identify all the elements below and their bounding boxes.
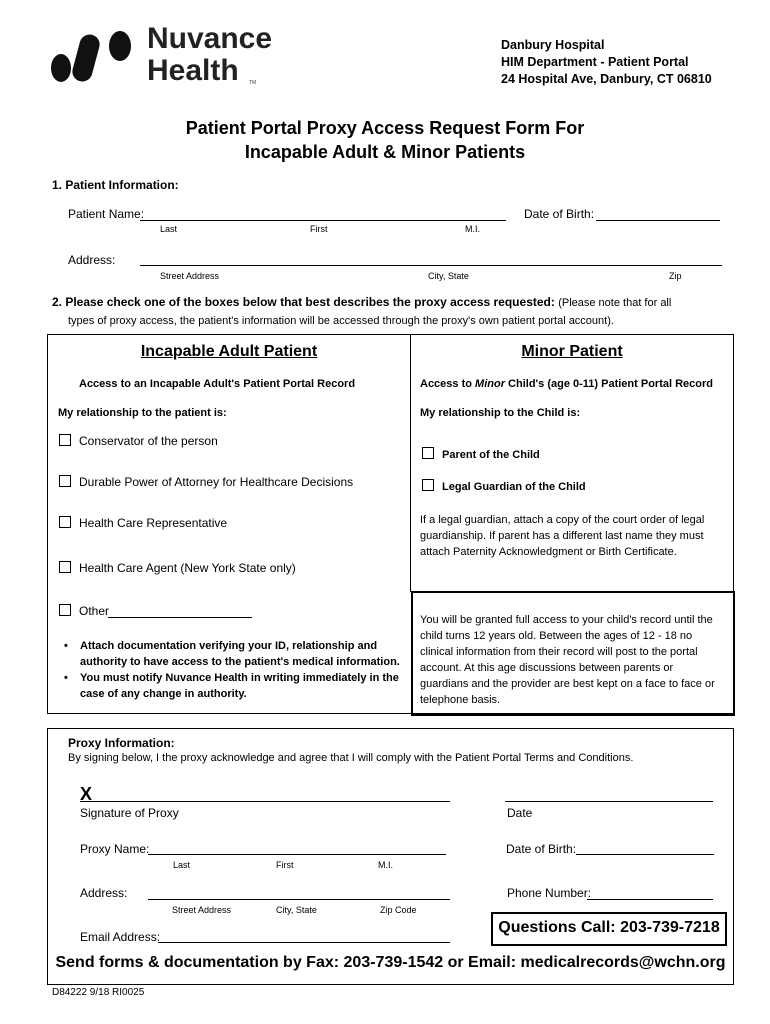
proxy-city-caption: City, State [276, 905, 317, 915]
mi-caption: M.I. [465, 224, 480, 234]
option-label: Parent of the Child [442, 449, 540, 461]
hospital-info [501, 37, 712, 88]
option-label: Other [79, 604, 110, 618]
proxy-heading: Proxy Information: [68, 736, 175, 750]
checkbox-hca[interactable] [59, 561, 71, 573]
section2-title: 2. Please check one of the boxes below that best describes the proxy access requested: [52, 295, 555, 309]
city-state-caption: City, State [428, 271, 469, 281]
proxy-statement: By signing below, I the proxy acknowledge and agree that I will comply with the Patient Portal Terms and Conditions. [68, 752, 634, 764]
dob-label: Date of Birth: [524, 207, 595, 221]
option-poa[interactable] [59, 475, 353, 489]
proxy-name-field[interactable] [148, 854, 446, 855]
trademark: TM [249, 80, 257, 86]
bullet-item [64, 638, 400, 654]
proxy-zip-caption: Zip Code [380, 905, 417, 915]
option-label: Health Care Representative [79, 516, 228, 530]
section2-heading [52, 295, 742, 309]
guardian-note [420, 512, 704, 560]
page-title [0, 116, 770, 164]
date-field[interactable] [505, 801, 713, 802]
email-label: Email Address: [80, 930, 161, 944]
proxy-last-caption: Last [173, 860, 191, 870]
minor-access [420, 378, 713, 390]
option-guardian[interactable] [422, 479, 586, 493]
other-field[interactable] [108, 617, 252, 618]
notice-line: You will be granted full access to your child's record until the [420, 614, 713, 626]
minor-access-post: Child's (age 0-11) Patient Portal Record [504, 378, 713, 390]
checkbox-other[interactable] [59, 604, 71, 616]
last-caption: Last [160, 224, 178, 234]
notice-line: child turns 12 years old. Between the ages of 12 - 18 no [420, 630, 693, 642]
bullet-item [64, 670, 400, 686]
notice-line: telephone basis. [420, 694, 501, 706]
date-label: Date [507, 806, 533, 820]
adult-instructions [64, 638, 400, 702]
proxy-dob-field[interactable] [576, 854, 714, 855]
hospital-name: Danbury Hospital [501, 38, 605, 52]
minor-access-pre: Access to [420, 378, 476, 390]
adult-relationship: My relationship to the patient is: [58, 407, 227, 419]
patient-name-label: Patient Name: [68, 207, 145, 221]
bullet-text: You must notify Nuvance Health in writing immediately in the [80, 672, 399, 684]
first-caption: First [310, 224, 328, 234]
signature-field[interactable] [80, 801, 450, 802]
option-hcr[interactable] [59, 516, 227, 530]
signature-label: Signature of Proxy [80, 806, 179, 820]
logo-text-nuvance: Nuvance [147, 22, 273, 55]
section2-note: types of proxy access, the patient's information will be accessed through the proxy's own patient portal account). [68, 315, 614, 327]
proxy-street-caption: Street Address [172, 905, 232, 915]
bullet-icon: • [64, 640, 68, 652]
bullet-text: Attach documentation verifying your ID, relationship and [80, 640, 378, 652]
guardian-note-line: attach Paternity Acknowledgment or Birth Certificate. [420, 546, 677, 558]
form-code: D84222 9/18 RI0025 [52, 987, 145, 998]
patient-name-field[interactable] [140, 220, 506, 221]
column-divider [410, 334, 411, 592]
logo-text-health: Health [147, 54, 239, 87]
hospital-dept: HIM Department - Patient Portal [501, 55, 689, 69]
address-field[interactable] [140, 265, 722, 266]
option-label: Conservator of the person [79, 434, 218, 448]
proxy-first-caption: First [276, 860, 294, 870]
minor-title: Minor Patient [521, 343, 623, 360]
questions-phone: Questions Call: 203-739-7218 [498, 919, 720, 936]
section2-note-start: (Please note that for all [558, 297, 672, 309]
address-label: Address: [68, 253, 116, 267]
signature-x-mark: X [80, 784, 93, 804]
email-field[interactable] [158, 942, 450, 943]
title-line-2: Incapable Adult & Minor Patients [244, 142, 526, 162]
minor-relationship: My relationship to the Child is: [420, 407, 581, 419]
proxy-mi-caption: M.I. [378, 860, 393, 870]
bullet-text: authority to have access to the patient's medical information. [80, 656, 400, 668]
notice-line: clinical information from their record will post to the portal [420, 646, 698, 658]
guardian-note-line: If a legal guardian, attach a copy of the court order of legal [420, 514, 705, 526]
logo-mark-icon [50, 28, 140, 84]
dob-field[interactable] [596, 220, 720, 221]
proxy-dob-label: Date of Birth: [506, 842, 577, 856]
option-parent[interactable] [422, 447, 540, 461]
minor-notice [420, 612, 728, 708]
zip-caption: Zip [669, 271, 682, 281]
notice-line: guardians and the provider are best kept on a face to face or [420, 678, 715, 690]
phone-label: Phone Number: [507, 886, 592, 900]
bullet-text: case of any change in authority. [80, 688, 247, 700]
option-label: Health Care Agent (New York State only) [79, 561, 296, 575]
option-conservator[interactable] [59, 434, 218, 448]
option-other[interactable] [59, 604, 109, 618]
option-hca[interactable] [59, 561, 296, 575]
guardian-note-line: guardianship. If parent has a different last name they must [420, 530, 704, 542]
bullet-icon: • [64, 672, 68, 684]
hospital-address: 24 Hospital Ave, Danbury, CT 06810 [501, 72, 712, 86]
street-caption: Street Address [160, 271, 220, 281]
section1-heading: 1. Patient Information: [52, 178, 179, 192]
option-label: Durable Power of Attorney for Healthcare Decisions [79, 475, 354, 489]
checkbox-poa[interactable] [59, 475, 71, 487]
proxy-name-label: Proxy Name: [80, 842, 150, 856]
send-instructions: Send forms & documentation by Fax: 203-739-1542 or Email: medicalrecords@wchn.org [55, 954, 726, 971]
adult-title: Incapable Adult Patient [140, 343, 318, 360]
checkbox-hcr[interactable] [59, 516, 71, 528]
phone-field[interactable] [587, 899, 713, 900]
checkbox-parent[interactable] [422, 447, 434, 459]
checkbox-guardian[interactable] [422, 479, 434, 491]
proxy-box [47, 728, 734, 985]
title-line-1: Patient Portal Proxy Access Request Form For [185, 118, 585, 138]
checkbox-conservator[interactable] [59, 434, 71, 446]
adult-access: Access to an Incapable Adult's Patient Portal Record [79, 378, 356, 390]
minor-access-em: Minor [475, 378, 505, 390]
notice-line: account. At this age discussions between parents or [420, 662, 674, 674]
proxy-address-field[interactable] [148, 899, 450, 900]
option-label: Legal Guardian of the Child [442, 481, 586, 493]
proxy-address-label: Address: [80, 886, 128, 900]
